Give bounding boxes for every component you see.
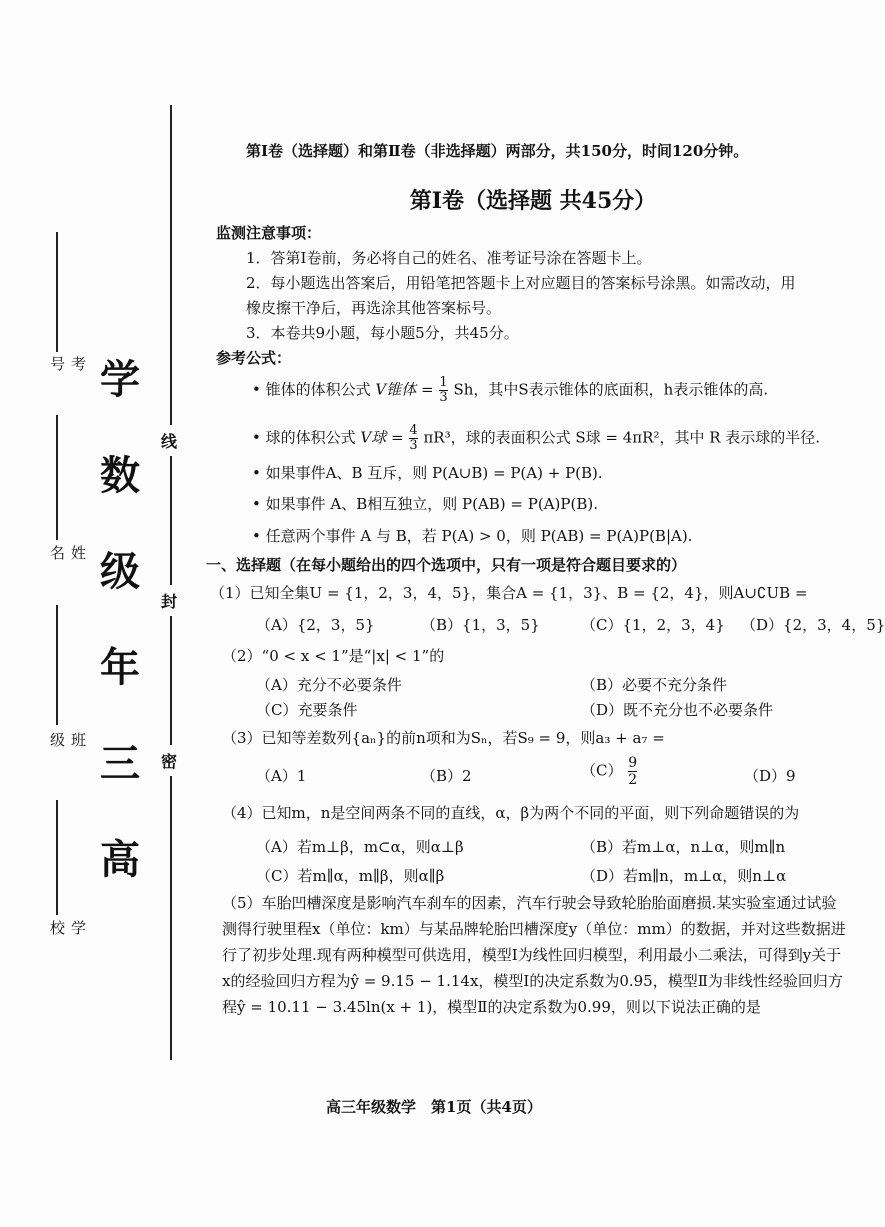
formula-conditional: • 任意两个事件 A 与 B，若 P(A) > 0，则 P(AB) = P(A)P(B|A). <box>252 527 693 545</box>
q4-option-d[interactable]: （D）若m∥n，m⊥α，则n⊥α <box>581 867 787 885</box>
q4-option-c[interactable]: （C）若m∥α，m∥β，则α∥β <box>256 867 445 885</box>
q4-stem: （4）已知m，n是空间两条不同的直线，α，β为两个不同的平面，则下列命题错误的为 <box>222 804 800 822</box>
cut-mark-feng: 封 <box>156 585 182 616</box>
note-item-3: 3．本卷共9小题，每小题5分，共45分。 <box>246 324 519 342</box>
q2-option-a[interactable]: （A）充分不必要条件 <box>256 676 402 694</box>
title-char: 年 <box>100 644 140 691</box>
fraction-numerator: 4 <box>409 423 418 438</box>
intro-line: 第Ⅰ卷（选择题）和第Ⅱ卷（非选择题）两部分，共150分，时间120分钟。 <box>246 142 749 160</box>
formula-text: • 锥体的体积公式 <box>252 380 371 399</box>
fraction-numerator: 9 <box>628 755 638 771</box>
name-label: 姓名 <box>48 545 87 562</box>
q1-option-d[interactable]: （D）{2，3，4，5} <box>741 616 885 634</box>
title-char: 高 <box>100 836 140 883</box>
school-label: 学校 <box>48 920 87 937</box>
school-line[interactable] <box>56 800 58 915</box>
section-title: 第Ⅰ卷（选择题 共45分） <box>409 188 657 214</box>
q4-option-b[interactable]: （B）若m⊥α，n⊥α，则m∥n <box>581 838 786 856</box>
fraction <box>439 376 447 405</box>
fraction-denominator: 3 <box>409 438 418 453</box>
title-char: 三 <box>100 740 140 787</box>
formula-sphere: • 球的体积公式 V球 = $\frac{4}{3}$ πR³，球的表面积公式 S球 = 4πR²，其中 R 表示球的半径. <box>252 423 821 453</box>
note-item-2-cont: 橡皮擦干净后，再选涂其他答案标号。 <box>246 299 502 317</box>
class-label: 班级 <box>48 732 87 749</box>
vertical-paper-title <box>80 356 160 883</box>
q1-option-a[interactable]: （A）{2，3，5} <box>256 616 375 634</box>
q3-option-c[interactable] <box>581 755 638 788</box>
q2-option-b[interactable]: （B）必要不充分条件 <box>581 676 728 694</box>
q4-option-a[interactable]: （A）若m⊥β，m⊂α，则α⊥β <box>256 838 464 856</box>
cut-mark-mi: 密 <box>156 745 182 776</box>
fraction-numerator: 1 <box>439 375 448 390</box>
q3-option-b[interactable]: （B）2 <box>421 767 472 785</box>
q2-option-d[interactable]: （D）既不充分也不必要条件 <box>581 701 774 719</box>
formula-independent: • 如果事件 A、B相互独立，则 P(AB) = P(A)P(B). <box>252 495 598 513</box>
formula-cone-volume: • 锥体的体积公式 V锥体 = $\frac{1}{3}$ Sh，其中S表示锥体的底面积，h表示锥体的高. <box>252 375 769 405</box>
fraction-denominator: 3 <box>439 390 448 405</box>
formula-text: • 球的体积公式 <box>252 428 356 447</box>
title-char: 学 <box>100 356 140 403</box>
formula-var: V锥体 <box>375 380 417 399</box>
q1-stem: （1）已知全集U = {1，2，3，4，5}，集合A = {1，3}、B = {2，4}，则A∪∁UB = <box>210 584 808 602</box>
name-line[interactable] <box>56 415 58 540</box>
formula-text: Sh，其中S表示锥体的底面积，h表示锥体的高. <box>453 380 769 399</box>
exam-no-label: 考号 <box>48 356 87 373</box>
q2-stem: （2）“0 < x < 1”是“|x| < 1”的 <box>222 647 445 665</box>
formula-text: πR³，球的表面积公式 S球 = 4πR²，其中 R 表示球的半径. <box>423 428 821 447</box>
q1-option-b[interactable]: （B）{1，3，5} <box>421 616 540 634</box>
formulas-heading: 参考公式： <box>216 349 292 367</box>
q3-option-d[interactable]: （D）9 <box>744 767 796 785</box>
formula-exclusive: • 如果事件A、B 互斥，则 P(A∪B) = P(A) + P(B). <box>252 464 603 482</box>
class-line[interactable] <box>56 605 58 725</box>
cut-mark-xian: 线 <box>156 425 182 456</box>
q2-option-c[interactable]: （C）充要条件 <box>256 701 358 719</box>
exam-no-line[interactable] <box>56 232 58 352</box>
note-item-2: 2．每小题选出答案后，用铅笔把答题卡上对应题目的答案标号涂黑。如需改动，用 <box>246 274 796 292</box>
fraction <box>409 424 417 453</box>
q3-stem: （3）已知等差数列{aₙ}的前n项和为Sₙ，若S₉ = 9，则a₃ + a₇ = <box>222 729 665 747</box>
binding-line <box>170 105 172 1060</box>
formula-var: V球 <box>360 428 387 447</box>
q5-text: （5）车胎凹槽深度是影响汽车刹车的因素，汽车行驶会导致轮胎胎面磨损.某实验室通过试验测得行驶里程x（单位：km）与某品牌轮胎凹槽深度y（单位：mm）的数据，并对这些数据进行了初步处理.现有两种模型可供选用，模型Ⅰ为线性回归模型，利用最小二乘法，可得到y关于x的经验回归方程为ŷ = 9.15 − 1.14x，模型Ⅰ的决定系数为0.95，模型Ⅱ为非线性经验回归方程ŷ = 10.11 − 3.45ln(x + 1)，模型Ⅱ的决定系数为0.99，则以下说法正确的是 <box>222 894 846 1016</box>
note-item-1: 1．答第Ⅰ卷前，务必将自己的姓名、准考证号涂在答题卡上。 <box>246 249 652 267</box>
q3-option-c-label: （C） <box>581 761 623 780</box>
page-footer: 高三年级数学 第1页（共4页） <box>326 1098 542 1116</box>
title-char: 数 <box>100 452 140 499</box>
title-char: 级 <box>100 548 140 595</box>
q1-option-c[interactable]: （C）{1，2，3，4} <box>581 616 725 634</box>
notes-heading: 监测注意事项： <box>216 224 322 242</box>
fraction-denominator: 2 <box>628 772 638 788</box>
part1-heading: 一、选择题（在每小题给出的四个选项中，只有一项是符合题目要求的） <box>206 556 687 574</box>
fraction <box>628 755 637 788</box>
q3-option-a[interactable]: （A）1 <box>256 767 307 785</box>
